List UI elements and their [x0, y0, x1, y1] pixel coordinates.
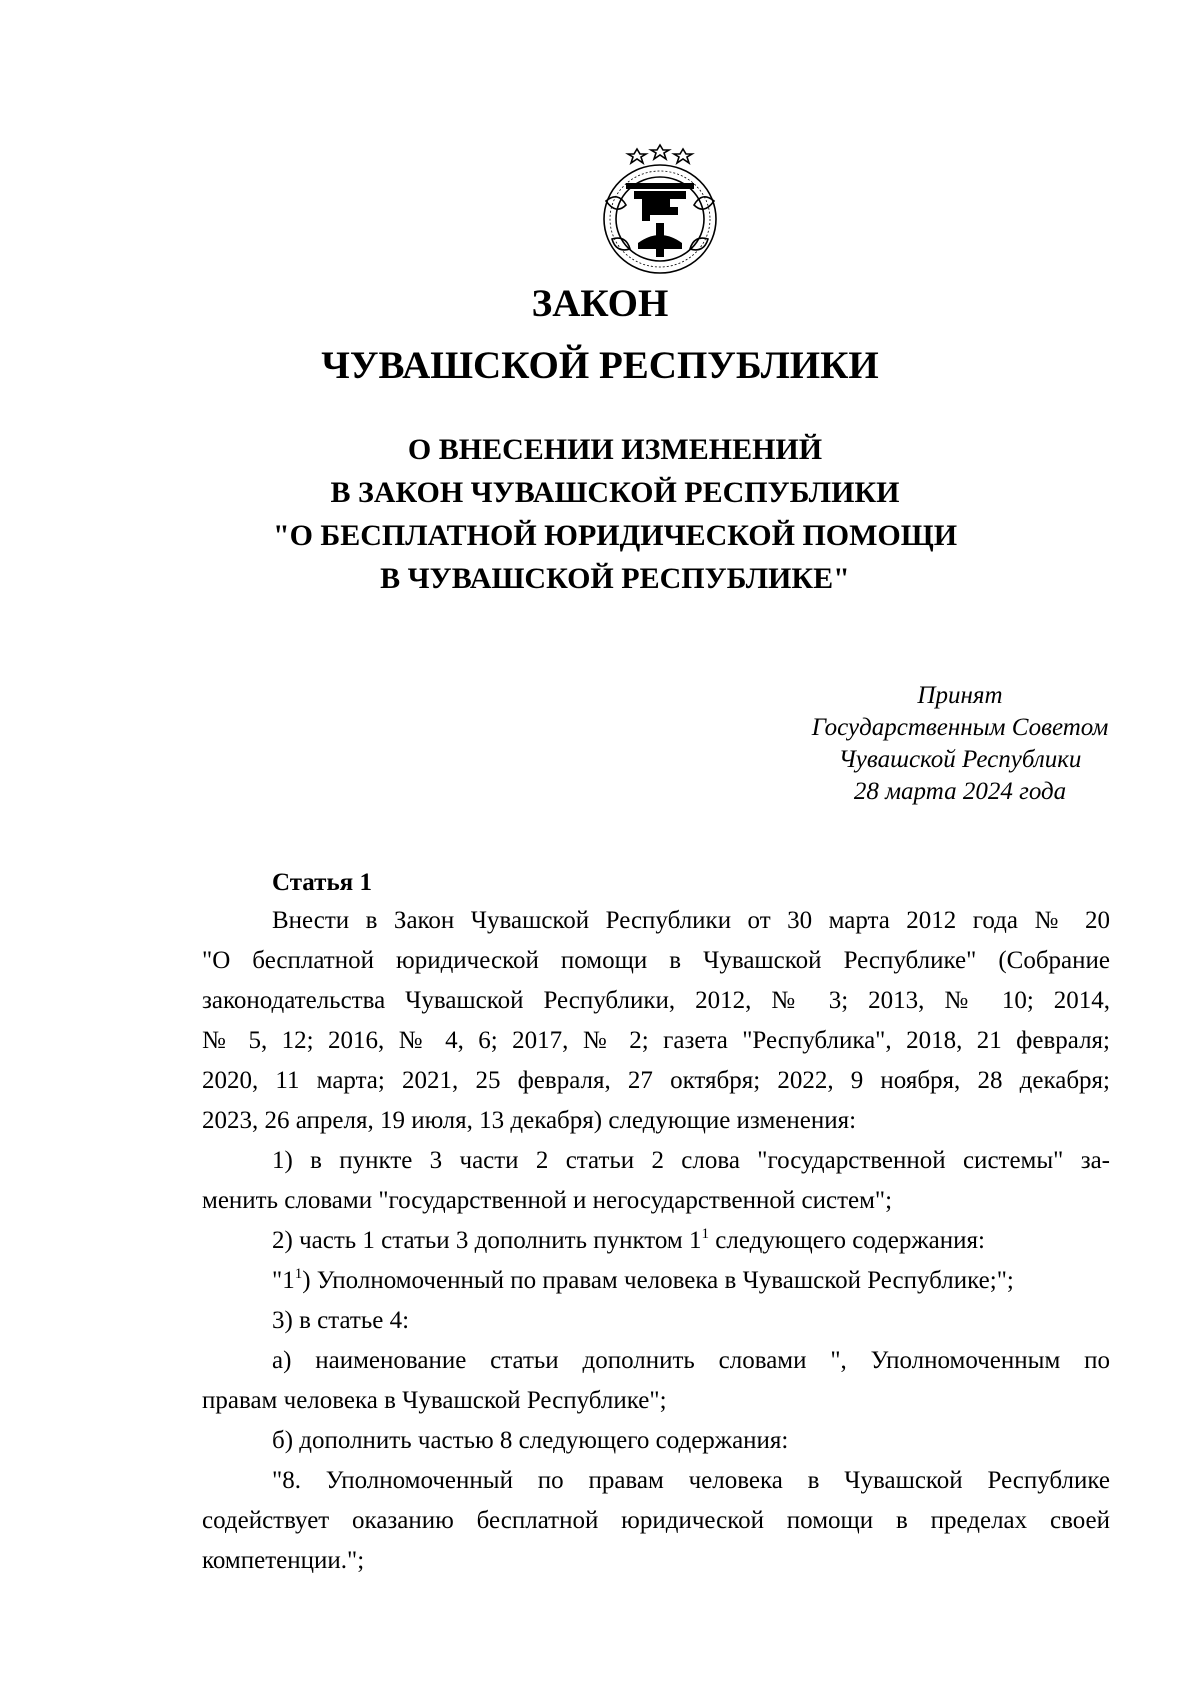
text-line: 1) в пункте 3 части 2 статьи 2 слова "государственной системы" за-	[272, 1147, 1110, 1174]
adoption-line: Принят	[917, 682, 1003, 709]
text-line: менить словами "государственной и негосударственной систем";	[202, 1187, 893, 1214]
text-line: б) дополнить частью 8 следующего содержания:	[272, 1427, 789, 1454]
subtitle-line: В ЗАКОН ЧУВАШСКОЙ РЕСПУБЛИКИ	[330, 476, 900, 509]
text-line: Внести в Закон Чувашской Республики от 30 марта 2012 года № 20	[272, 907, 1110, 934]
text-line	[202, 1261, 1110, 1301]
subtitle-line: В ЧУВАШСКОЙ РЕСПУБЛИКЕ"	[380, 562, 850, 595]
document-title-republic: ЧУВАШСКОЙ РЕСПУБЛИКИ	[321, 344, 879, 387]
adoption-date: 28 марта 2024 года	[853, 778, 1067, 805]
adoption-note	[770, 680, 1150, 808]
document-title: ЗАКОН	[531, 282, 669, 325]
document-subtitle	[200, 428, 1030, 600]
text-line	[202, 1221, 1110, 1261]
text-line: "8. Уполномоченный по правам человека в Чувашской Республике	[272, 1467, 1110, 1494]
text-line: компетенции.";	[202, 1547, 365, 1574]
text-line: законодательства Чувашской Республики, 2012, № 3; 2013, № 10; 2014,	[202, 987, 1110, 1014]
subtitle-line: О ВНЕСЕНИИ ИЗМЕНЕНИЙ	[407, 433, 823, 466]
adoption-line: Государственным Советом	[811, 714, 1109, 741]
superscript: 1	[294, 1266, 303, 1282]
article-heading: Статья 1	[272, 869, 372, 896]
item-2-paragraph	[202, 1221, 1110, 1261]
item-1-paragraph	[202, 1141, 1110, 1221]
item-3b-paragraph	[202, 1421, 1110, 1461]
item-3b-quote-paragraph	[202, 1461, 1110, 1581]
text-line: содействует оказанию бесплатной юридической помощи в пределах своей	[202, 1507, 1110, 1534]
subtitle-line: "О БЕСПЛАТНОЙ ЮРИДИЧЕСКОЙ ПОМОЩИ	[272, 519, 958, 552]
text-fragment: следующего содержания:	[709, 1227, 985, 1254]
superscript: 1	[701, 1226, 709, 1242]
text-line: 2023, 26 апреля, 19 июля, 13 декабря) следующие изменения:	[202, 1107, 857, 1134]
text-line: "О бесплатной юридической помощи в Чувашской Республике" (Собрание	[202, 947, 1110, 974]
adoption-line: Чувашской Республики	[838, 746, 1082, 773]
text-line: № 5, 12; 2016, № 4, 6; 2017, № 2; газета "Республика", 2018, 21 февраля;	[202, 1027, 1110, 1054]
text-line: 2020, 11 марта; 2021, 25 февраля, 27 октября; 2022, 9 ноября, 28 декабря;	[202, 1067, 1110, 1094]
article-body	[202, 901, 1110, 1581]
item-3a-paragraph	[202, 1341, 1110, 1421]
text-fragment: ) Уполномоченный по правам человека в Чувашской Республике;";	[302, 1267, 1014, 1294]
item-2-quote-paragraph	[202, 1261, 1110, 1301]
text-line: правам человека в Чувашской Республике";	[202, 1387, 667, 1414]
text-line: 3) в статье 4:	[272, 1307, 410, 1334]
article-intro-paragraph	[202, 901, 1110, 1141]
text-fragment: "1	[272, 1267, 295, 1294]
text-line: а) наименование статьи дополнить словами ", Уполномоченным по	[272, 1347, 1110, 1374]
item-3-paragraph	[202, 1301, 1110, 1341]
chuvash-coat-of-arms-icon	[596, 143, 724, 277]
text-fragment: 2) часть 1 статьи 3 дополнить пунктом 1	[272, 1227, 702, 1254]
